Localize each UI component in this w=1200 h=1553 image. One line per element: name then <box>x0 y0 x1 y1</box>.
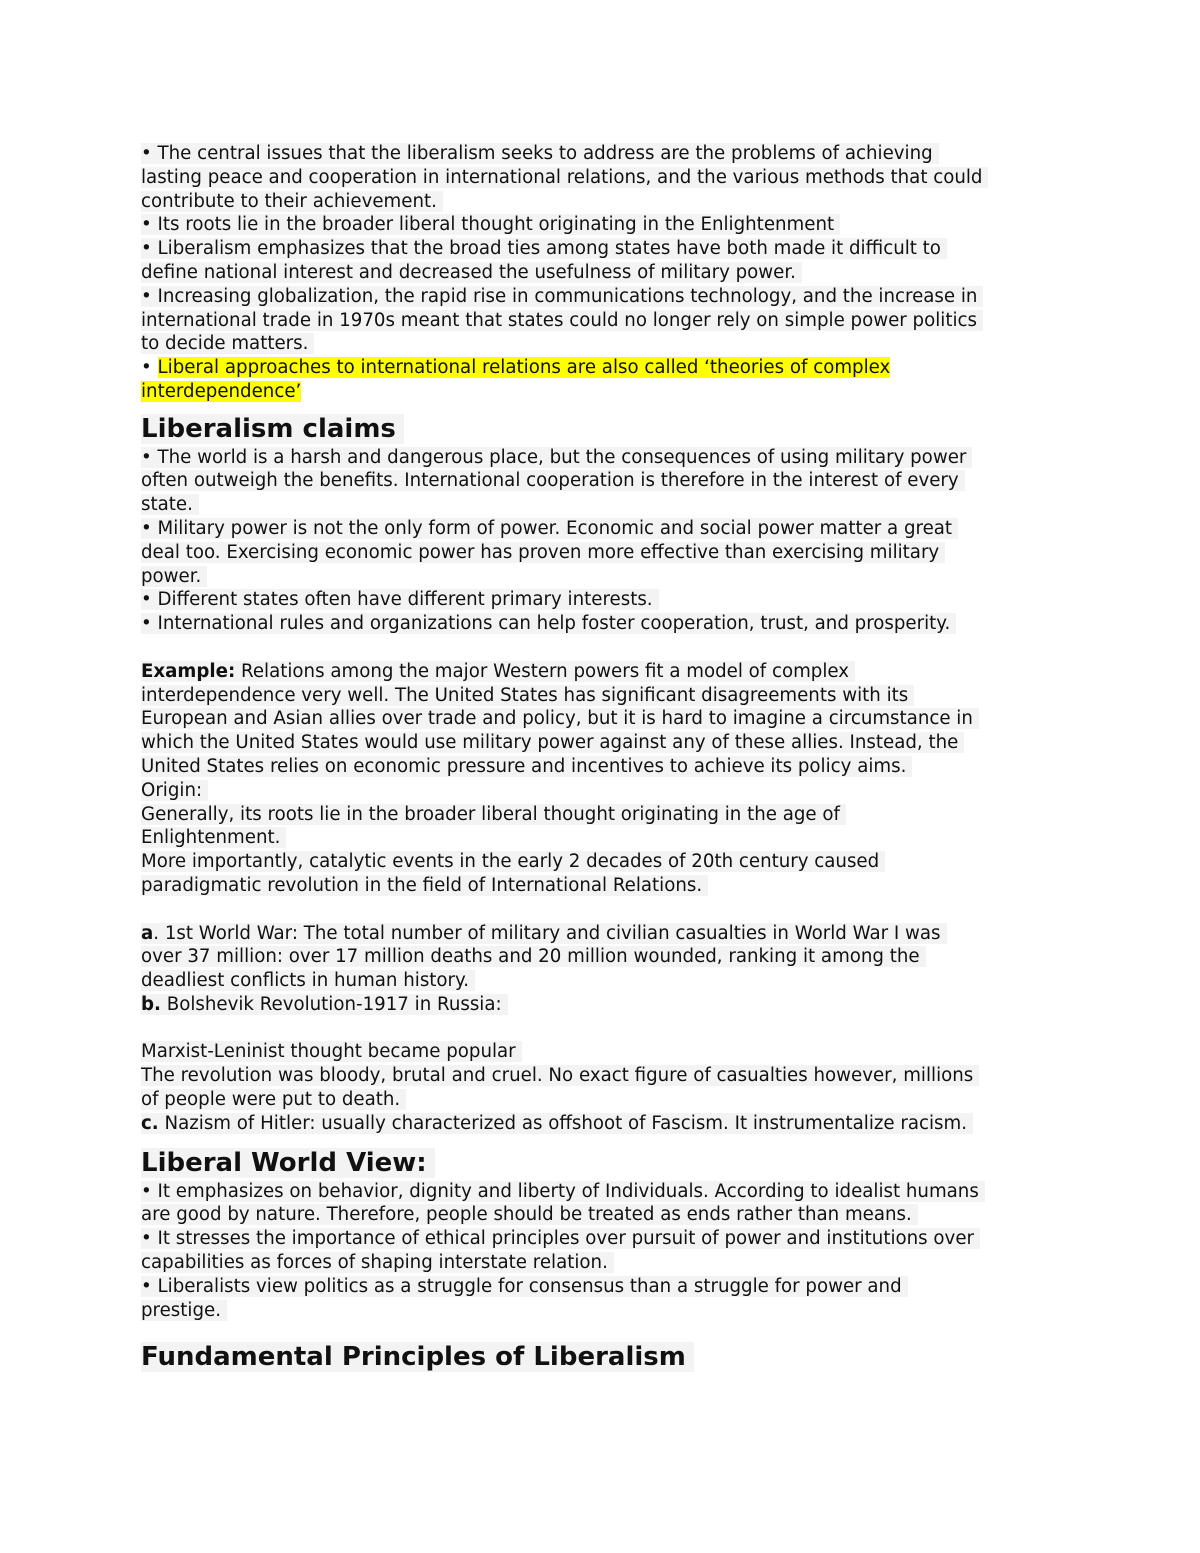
section-heading: Liberal World View: <box>141 1146 1061 1180</box>
text-line: • Military power is not the only form of power. Economic and social power matter a great <box>141 517 1061 541</box>
text-line: capabilities as forces of shaping interstate relation. <box>141 1251 1061 1275</box>
text-line: European and Asian allies over trade and policy, but it is hard to imagine a circumstance in <box>141 707 1061 731</box>
intro-section <box>141 142 1061 404</box>
world-view-section <box>141 1146 1061 1323</box>
text-line: to decide matters. <box>141 332 1061 356</box>
highlighted-text: interdependence’ <box>141 380 302 402</box>
text-line: power. <box>141 565 1061 589</box>
text-line: interdependence very well. The United States has significant disagreements with its <box>141 684 1061 708</box>
text-line: Marxist-Leninist thought became popular <box>141 1040 1061 1064</box>
highlighted-line: • Liberal approaches to international relations are also called ‘theories of complex <box>141 357 891 379</box>
text-line: Example: Relations among the major Western powers fit a model of complex <box>141 660 1061 684</box>
text-line: c. Nazism of Hitler: usually characterized as offshoot of Fascism. It instrumentalize racism. <box>141 1112 1061 1136</box>
text-line: of people were put to death. <box>141 1088 1061 1112</box>
text-line: b. Bolshevik Revolution-1917 in Russia: <box>141 993 1061 1017</box>
text-line: over 37 million: over 17 million deaths and 20 million wounded, ranking it among the <box>141 945 1061 969</box>
text-line: are good by nature. Therefore, people should be treated as ends rather than means. <box>141 1203 1061 1227</box>
text-line: prestige. <box>141 1299 1061 1323</box>
text-line: • It stresses the importance of ethical principles over pursuit of power and institutions over <box>141 1227 1061 1251</box>
text-line: Generally, its roots lie in the broader liberal thought originating in the age of <box>141 803 1061 827</box>
principles-section <box>141 1340 1061 1374</box>
text-line: lasting peace and cooperation in international relations, and the various methods that could <box>141 166 1061 190</box>
text-line: deal too. Exercising economic power has proven more effective than exercising military <box>141 541 1061 565</box>
section-heading: Liberalism claims <box>141 412 1061 446</box>
text-line: • Liberalists view politics as a struggle for consensus than a struggle for power and <box>141 1275 1061 1299</box>
text-line: • The central issues that the liberalism seeks to address are the problems of achieving <box>141 142 1061 166</box>
text-line: define national interest and decreased the usefulness of military power. <box>141 261 1061 285</box>
text-line: contribute to their achievement. <box>141 190 1061 214</box>
text-line: international trade in 1970s meant that states could no longer rely on simple power politics <box>141 309 1061 333</box>
document-page <box>141 142 1061 1374</box>
events-section <box>141 922 1061 1136</box>
text-line: often outweigh the benefits. International cooperation is therefore in the interest of every <box>141 469 1061 493</box>
text-line: which the United States would use military power against any of these allies. Instead, the <box>141 731 1061 755</box>
section-heading: Fundamental Principles of Liberalism <box>141 1340 1061 1374</box>
text-line: deadliest conflicts in human history. <box>141 969 1061 993</box>
text-line: • It emphasizes on behavior, dignity and liberty of Individuals. According to idealist humans <box>141 1180 1061 1204</box>
text-line: • Different states often have different primary interests. <box>141 588 1061 612</box>
claims-section <box>141 412 1061 636</box>
text-line: More importantly, catalytic events in the early 2 decades of 20th century caused <box>141 850 1061 874</box>
text-line: • Its roots lie in the broader liberal thought originating in the Enlightenment <box>141 213 1061 237</box>
example-section <box>141 660 1061 898</box>
text-line: Enlightenment. <box>141 826 1061 850</box>
text-line: state. <box>141 493 1061 517</box>
text-line: • The world is a harsh and dangerous place, but the consequences of using military power <box>141 446 1061 470</box>
text-line: paradigmatic revolution in the field of International Relations. <box>141 874 1061 898</box>
highlighted-text: Liberal approaches to international relations are also called ‘theories of complex <box>157 357 891 379</box>
text-line: • International rules and organizations can help foster cooperation, trust, and prosperity. <box>141 612 1061 636</box>
text-line: • Increasing globalization, the rapid rise in communications technology, and the increase in <box>141 285 1061 309</box>
example-label: Example: <box>141 660 236 682</box>
text-line: The revolution was bloody, brutal and cruel. No exact figure of casualties however, millions <box>141 1064 1061 1088</box>
text-line: a. 1st World War: The total number of military and civilian casualties in World War I was <box>141 922 1061 946</box>
text-line: • Liberalism emphasizes that the broad ties among states have both made it difficult to <box>141 237 1061 261</box>
highlighted-line <box>141 380 1061 404</box>
text-line: United States relies on economic pressure and incentives to achieve its policy aims. <box>141 755 1061 779</box>
origin-label: Origin: <box>141 779 1061 803</box>
